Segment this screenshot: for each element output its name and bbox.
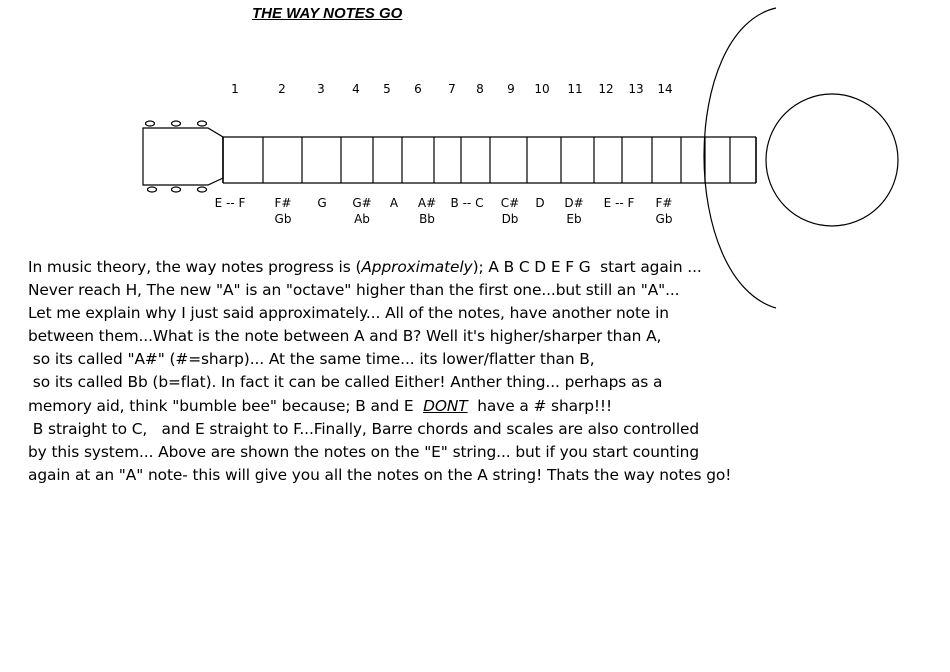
fret-number-9: 9 xyxy=(507,82,515,96)
text-line: Never reach H, The new "A" is an "octave" higher than the first one...but still an "A"... xyxy=(28,281,680,300)
tuning-peg xyxy=(146,121,155,126)
fret-number-4: 4 xyxy=(352,82,360,96)
fret-number-7: 7 xyxy=(448,82,456,96)
text-line: have a # sharp!!! xyxy=(467,396,613,415)
note-label: D# xyxy=(564,196,584,210)
fret-number-2: 2 xyxy=(278,82,286,96)
fret-number-12: 12 xyxy=(598,82,614,96)
text-line: so its called Bb (b=flat). In fact it can be called Either! Anther thing... perhaps as a xyxy=(28,373,663,392)
text-line: by this system... Above are shown the notes on the "E" string... but if you start counting xyxy=(28,442,699,461)
text-line: B straight to C, and E straight to F...Finally, Barre chords and scales are also controlled xyxy=(28,419,700,438)
fret-number-11: 11 xyxy=(567,82,583,96)
note-label-flat: Eb xyxy=(566,212,582,226)
sound-hole xyxy=(766,94,898,226)
text-line: so its called "A#" (#=sharp)... At the same time... its lower/flatter than B, xyxy=(28,350,595,369)
text-line: Let me explain why I just said approximately... All of the notes, have another note in xyxy=(28,304,669,323)
text-line: memory aid, think "bumble bee" because; B and E xyxy=(28,396,424,415)
note-label-flat: Db xyxy=(501,212,519,226)
note-label: G xyxy=(317,196,327,210)
approximately-emphasis: Approximately xyxy=(361,258,473,276)
page-title: THE WAY NOTES GO xyxy=(252,5,403,22)
tuning-peg xyxy=(198,121,207,126)
fret-number-1: 1 xyxy=(231,82,239,96)
note-label: G# xyxy=(352,196,372,210)
fret-number-3: 3 xyxy=(317,82,325,96)
note-label-flat: Gb xyxy=(655,212,673,226)
note-label: E -- F xyxy=(214,196,246,210)
note-label: D xyxy=(535,196,545,210)
note-label: A# xyxy=(417,196,437,210)
guitar-body xyxy=(704,8,898,308)
note-label-flat: Ab xyxy=(354,212,370,226)
dont-emphasis: DONT xyxy=(423,396,468,415)
fret-number-13: 13 xyxy=(628,82,644,96)
headstock xyxy=(143,121,223,192)
note-label-row xyxy=(215,196,673,226)
fretboard xyxy=(223,137,756,183)
tuning-peg xyxy=(148,187,157,192)
note-label: C# xyxy=(500,196,520,210)
note-label: E -- F xyxy=(603,196,635,210)
note-label: A xyxy=(389,196,399,210)
fret-number-10: 10 xyxy=(534,82,550,96)
fret-number-8: 8 xyxy=(476,82,484,96)
tuning-peg xyxy=(198,187,207,192)
text-line: In music theory, the way notes progress is ( xyxy=(28,258,362,276)
explanation-text xyxy=(28,256,731,487)
fret-number-5: 5 xyxy=(383,82,391,96)
fret-number-6: 6 xyxy=(414,82,422,96)
text-line: ); A B C D E F G start again ... xyxy=(472,258,702,276)
tuning-peg xyxy=(172,187,181,192)
note-label: F# xyxy=(655,196,673,210)
note-label: B -- C xyxy=(450,196,484,210)
fret-number-row xyxy=(231,82,672,96)
fret-number-14: 14 xyxy=(657,82,673,96)
note-label-flat: Gb xyxy=(274,212,292,226)
note-label: F# xyxy=(274,196,292,210)
tuning-peg xyxy=(172,121,181,126)
headstock-outline xyxy=(143,128,223,185)
text-line: between them...What is the note between A and B? Well it's higher/sharper than A, xyxy=(28,327,662,346)
note-label-flat: Bb xyxy=(419,212,435,226)
text-line: again at an "A" note- this will give you all the notes on the A string! Thats the way notes go! xyxy=(28,465,732,484)
